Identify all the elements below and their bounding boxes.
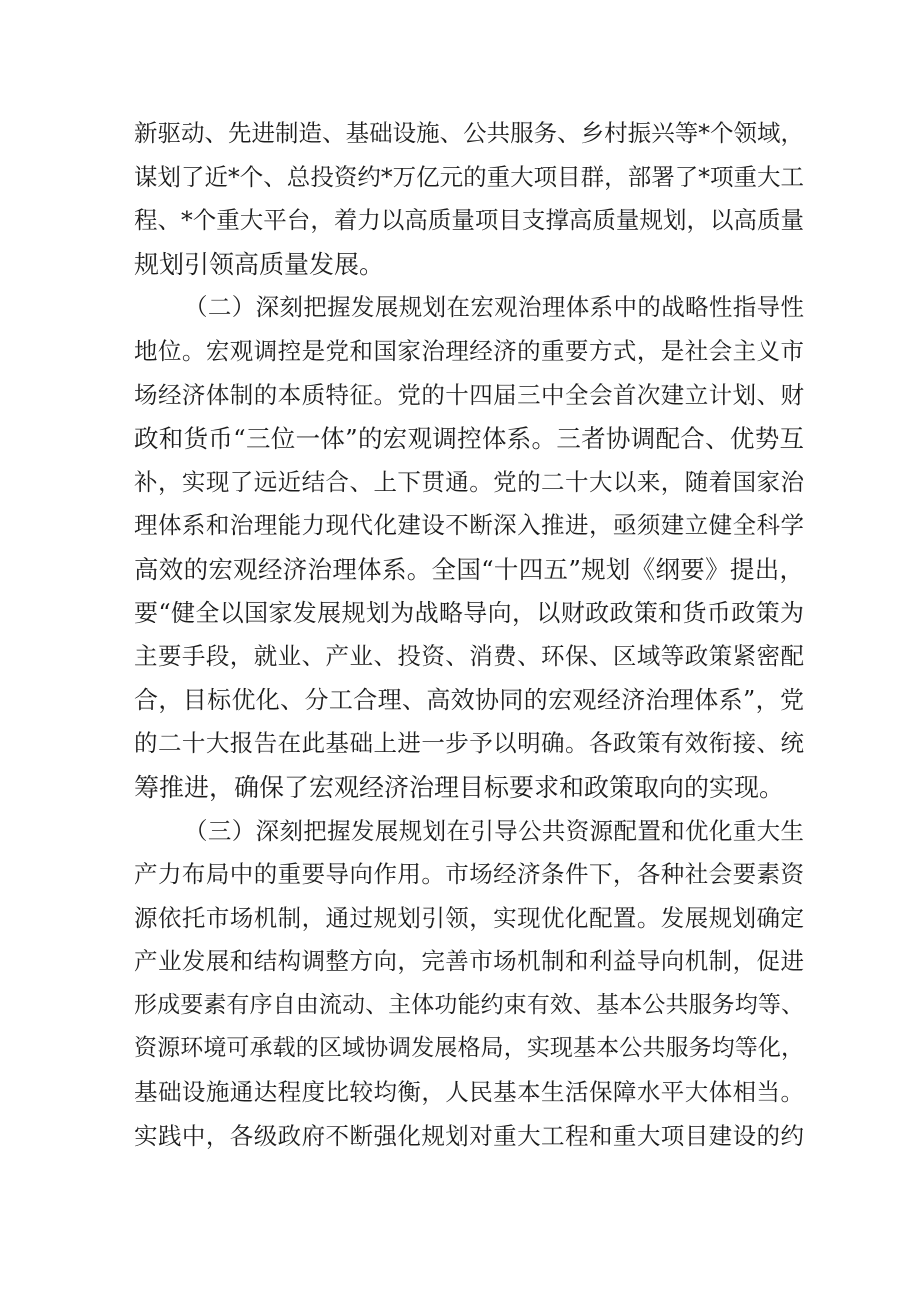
text-line: 场经济体制的本质特征。党的十四届三中全会首次建立计划、财 <box>134 380 804 409</box>
text-line: 的二十大报告在此基础上进一步予以明确。各政策有效衔接、统 <box>134 729 804 758</box>
text-line: 高效的宏观经济治理体系。全国“十四五”规划《纲要》提出， <box>134 554 804 584</box>
text-line: 形成要素有序自由流动、主体功能约束有效、基本公共服务均等、 <box>134 991 804 1018</box>
text-line: 主要手段，就业、产业、投资、消费、环保、区域等政策紧密配 <box>134 642 804 671</box>
text-line: 筹推进，确保了宏观经济治理目标要求和政策取向的实现。 <box>134 772 785 802</box>
text-line: 政和货币“三位一体”的宏观调控体系。三者协调配合、优势互 <box>134 424 804 454</box>
text-line: 产业发展和结构调整方向，完善市场机制和利益导向机制，促进 <box>134 947 804 976</box>
section-heading-line: （三）深刻把握发展规划在引导公共资源配置和优化重大生 <box>184 816 804 845</box>
text-line: 产力布局中的重要导向作用。市场经济条件下，各种社会要素资 <box>134 860 804 889</box>
text-line: 谋划了近*个、总投资约*万亿元的重大项目群，部署了*项重大工 <box>134 162 804 191</box>
text-line: 实践中，各级政府不断强化规划对重大工程和重大项目建设的约 <box>134 1121 804 1150</box>
text-line: 资源环境可承载的区域协调发展格局，实现基本公共服务均等化， <box>134 1035 804 1062</box>
document-body <box>134 112 804 1158</box>
text-line: 补，实现了远近结合、上下贯通。党的二十大以来，随着国家治 <box>134 467 804 496</box>
text-line: 要“健全以国家发展规划为战略导向，以财政政策和货币政策为 <box>134 598 804 627</box>
section-heading-line: （二）深刻把握发展规划在宏观治理体系中的战略性指导性 <box>184 293 804 322</box>
text-line: 程、*个重大平台，着力以高质量项目支撑高质量规划，以高质量 <box>134 206 804 235</box>
text-line: 地位。宏观调控是党和国家治理经济的重要方式，是社会主义市 <box>134 336 804 365</box>
text-line: 合，目标优化、分工合理、高效协同的宏观经济治理体系”，党 <box>134 685 804 714</box>
text-line: 源依托市场机制，通过规划引领，实现优化配置。发展规划确定 <box>134 903 804 932</box>
text-line: 理体系和治理能力现代化建设不断深入推进，亟须建立健全科学 <box>134 511 804 540</box>
text-line: 新驱动、先进制造、基础设施、公共服务、乡村振兴等*个领域， <box>134 119 804 147</box>
text-line: 基础设施通达程度比较均衡，人民基本生活保障水平大体相当。 <box>134 1078 804 1107</box>
text-line: 规划引领高质量发展。 <box>134 249 385 279</box>
